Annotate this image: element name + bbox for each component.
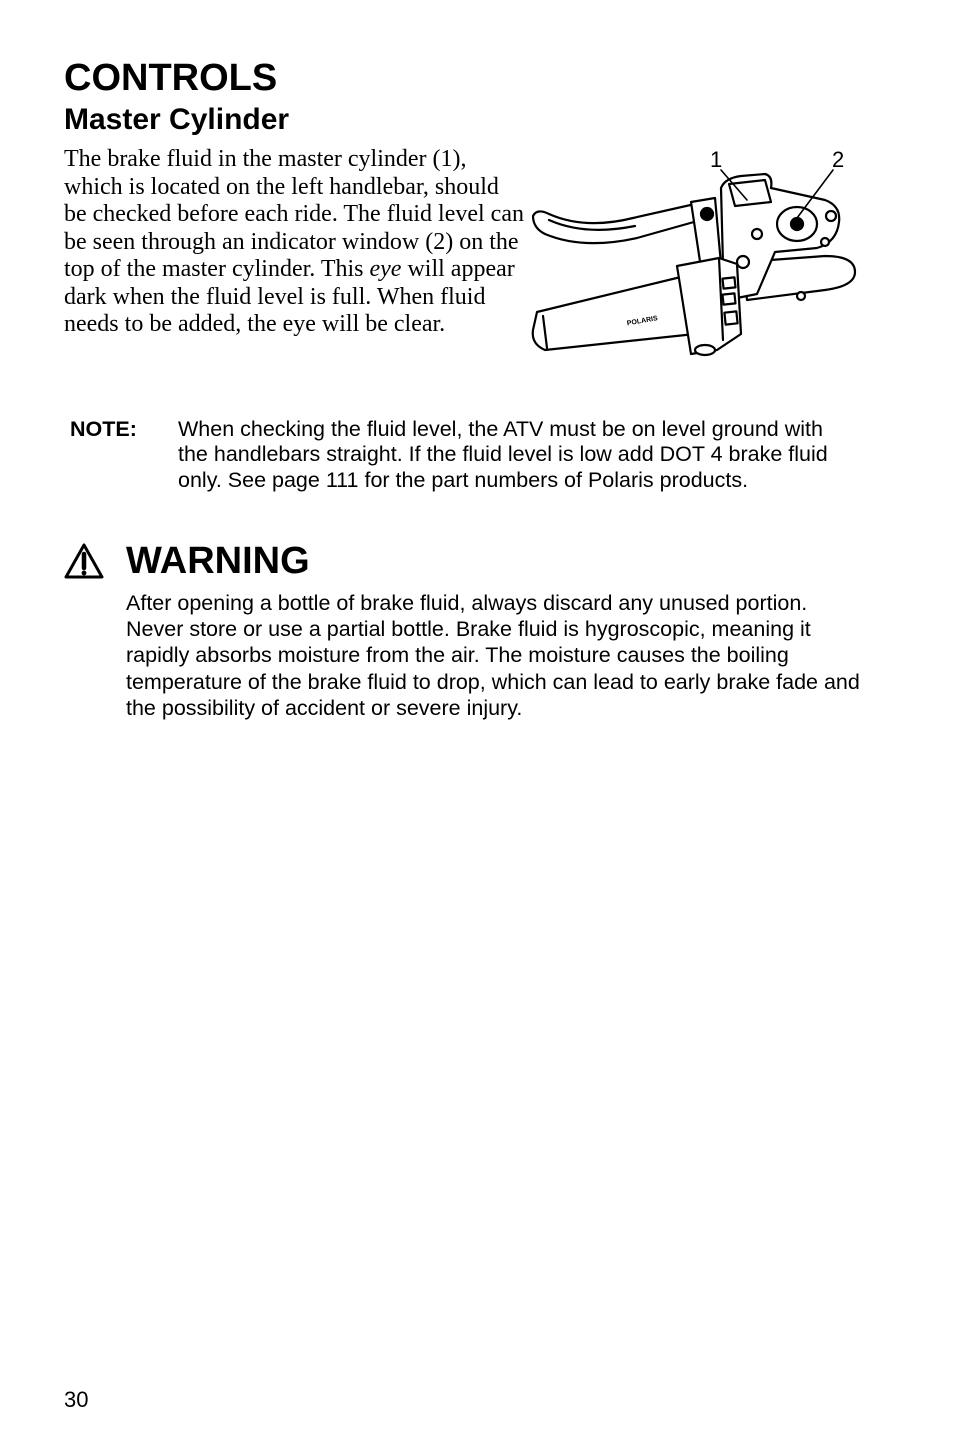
master-cylinder-figure <box>525 144 865 362</box>
warning-heading <box>64 538 310 584</box>
brake-master-cylinder-illustration-icon <box>525 144 865 362</box>
page-number: 30 <box>64 1387 89 1412</box>
section-title: Master Cylinder <box>64 103 290 136</box>
switch-brand-label: POLARIS <box>626 315 659 328</box>
warning-title: WARNING <box>126 540 310 582</box>
callout-label-2: 2 <box>832 147 845 172</box>
intro-emphasis: eye <box>369 256 402 282</box>
note-block <box>70 417 850 493</box>
intro-text-part1: The brake fluid in the master cylinder (1), which is located on the left handlebar, should be checked before each ride. The fluid level can be seen through an indicator window (2) on the top of the master cylinder. This <box>64 146 524 282</box>
callout-label-1: 1 <box>710 147 723 172</box>
page-title: CONTROLS <box>64 57 278 99</box>
note-label: NOTE: <box>70 417 137 441</box>
warning-text: After opening a bottle of brake fluid, always discard any unused portion. Never store or use a partial bottle. Brake fluid is hygroscopic, meaning it rapidly absorbs moisture from the air. The moisture causes the boiling temperature of the brake fluid to drop, which can lead to early brake fade and the possibility of accident or severe injury. <box>126 591 860 720</box>
note-text: When checking the fluid level, the ATV must be on level ground with the handlebars straight. If the fluid level is low add DOT 4 brake fluid only. See page 111 for the part numbers of Polaris products. <box>178 417 828 492</box>
warning-triangle-icon <box>64 543 104 579</box>
intro-text-part2: will appear dark when the fluid level is full. When fluid needs to be added, the eye will be clear. <box>64 256 515 337</box>
